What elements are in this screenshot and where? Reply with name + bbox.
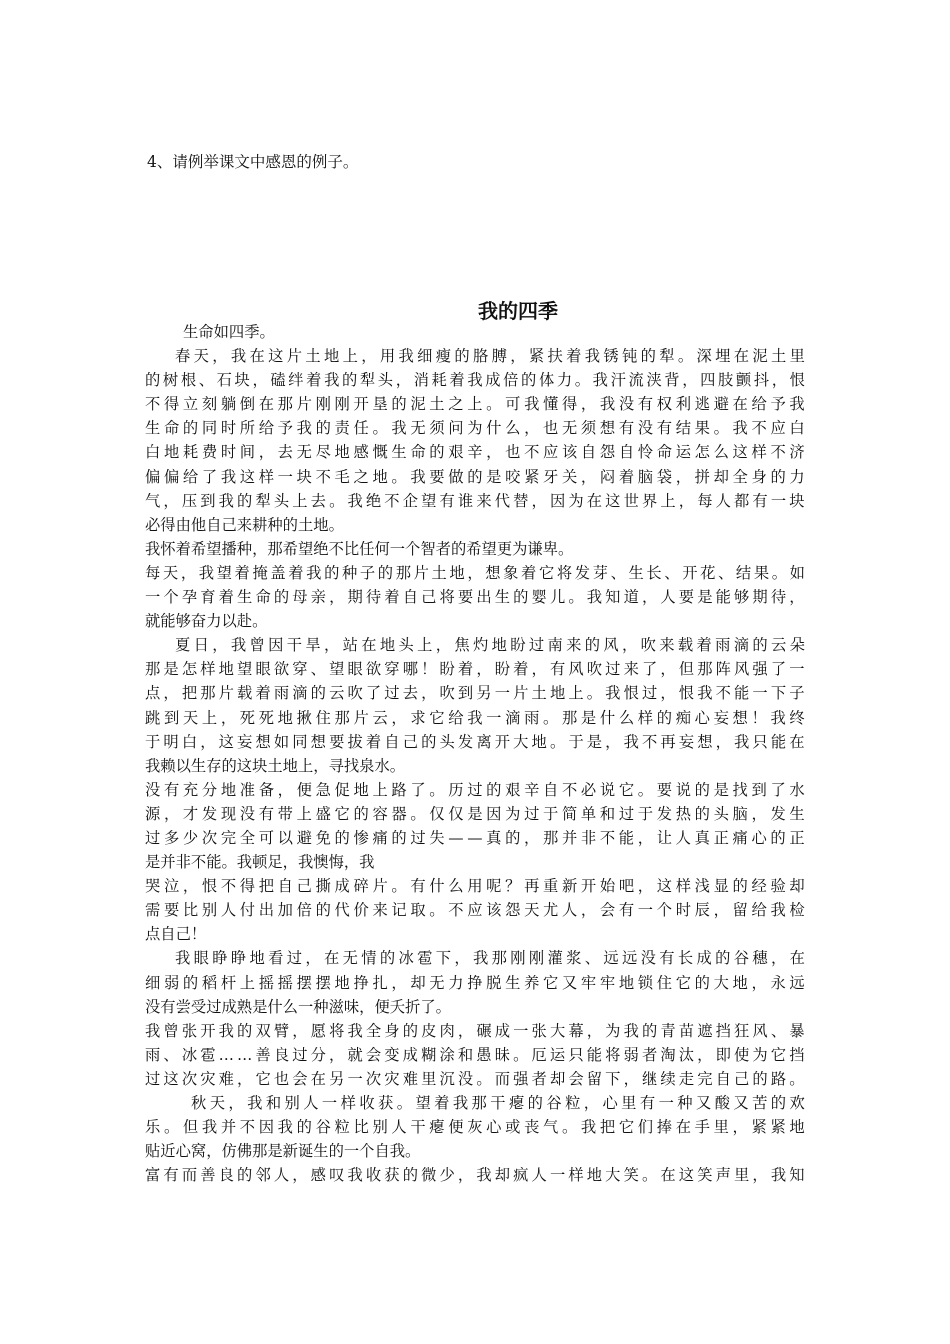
text-line: 夏 日 ， 我 曾 因 干 旱 ， 站 在 地 头 上 ， 焦 灼 地 盼 过 南 来 的 风 ， 吹 来 载 着 雨 滴 的 云 朵 [175, 636, 805, 655]
text-line: 就能够奋力以赴。 [145, 612, 268, 631]
article-title: 我的四季 [478, 299, 558, 323]
text-line: 白 地 耗 费 时 间 ， 去 无 尽 地 感 慨 生 命 的 艰 辛 ， 也 不 应 该 自 怨 自 怜 命 运 怎 么 这 样 不 济 [145, 443, 805, 462]
text-line: 乐 。 但 我 并 不 因 我 的 谷 粒 比 别 人 干 瘪 便 灰 心 或 丧 气 。 我 把 它 们 捧 在 手 里 ， 紧 紧 地 [145, 1118, 805, 1137]
text-line: 点 ， 把 那 片 载 着 雨 滴 的 云 吹 了 过 去 ， 吹 到 另 一 片 土 地 上 。 我 恨 过 ， 恨 我 不 能 一 下 子 [145, 684, 805, 703]
text-line: 源 ， 才 发 现 没 有 带 上 盛 它 的 容 器 。 仅 仅 是 因 为 过 于 简 单 和 过 于 发 热 的 头 脑 ， 发 生 [145, 804, 805, 823]
exercise-question: 4、请例举课文中感恩的例子。 [147, 153, 359, 171]
text-line: 是并非不能。我顿足，我懊悔，我 [145, 853, 375, 872]
text-line: 点自己！ [145, 925, 207, 944]
article-body [145, 320, 805, 1187]
text-line: 的 树 根 、 石 块 ， 磕 绊 着 我 的 犁 头 ， 消 耗 着 我 成 倍 的 体 力 。 我 汗 流 浃 背 ， 四 肢 颤 抖 ， 恨 [145, 371, 805, 390]
text-line: 过 这 次 灾 难 ， 它 也 会 在 另 一 次 灾 难 里 沉 没 。 而 强 者 却 会 留 下 ， 继 续 走 完 自 己 的 路 。 [145, 1069, 805, 1088]
text-line: 富 有 而 善 良 的 邻 人 ， 感 叹 我 收 获 的 微 少 ， 我 却 疯 人 一 样 地 大 笑 。 在 这 笑 声 里 ， 我 知 [145, 1166, 805, 1185]
text-line: 我赖以生存的这块土地上，寻找泉水。 [145, 756, 406, 775]
text-line: 不 得 立 刻 躺 倒 在 那 片 刚 刚 开 垦 的 泥 土 之 上 。 可 我 懂 得 ， 我 没 有 权 利 逃 避 在 给 予 我 [145, 395, 805, 414]
text-line: 细 弱 的 稻 杆 上 摇 摇 摆 摆 地 挣 扎 ， 却 无 力 挣 脱 生 养 它 又 牢 牢 地 锁 住 它 的 大 地 ， 永 远 [145, 973, 805, 992]
text-line: 必得由他自己来耕种的土地。 [145, 515, 344, 534]
text-line: 我 曾 张 开 我 的 双 臂 ， 愿 将 我 全 身 的 皮 肉 ， 碾 成 一 张 大 幕 ， 为 我 的 青 苗 遮 挡 狂 风 、 暴 [145, 1021, 805, 1040]
text-line: 需 要 比 别 人 付 出 加 倍 的 代 价 来 记 取 。 不 应 该 怨 天 尤 人 ， 会 有 一 个 时 辰 ， 留 给 我 检 [145, 901, 805, 920]
text-line: 秋 天 ， 我 和 别 人 一 样 收 获 。 望 着 我 那 干 瘪 的 谷 粒 ， 心 里 有 一 种 又 酸 又 苦 的 欢 [191, 1094, 805, 1112]
text-line: 我 眼 睁 睁 地 看 过 ， 在 无 情 的 冰 雹 下 ， 我 那 刚 刚 灌 浆 、 远 远 没 有 长 成 的 谷 穗 ， 在 [175, 949, 805, 968]
text-line: 每 天 ， 我 望 着 掩 盖 着 我 的 种 子 的 那 片 土 地 ， 想 象 着 它 将 发 芽 、 生 长 、 开 花 、 结 果 。 如 [145, 563, 805, 582]
text-line: 一 个 孕 育 着 生 命 的 母 亲 ， 期 待 着 自 己 将 要 出 生 的 婴 儿 。 我 知 道 ， 人 要 是 能 够 期 待 ， [145, 588, 805, 607]
text-line: 过 多 少 次 完 全 可 以 避 免 的 惨 痛 的 过 失 — — 真 的 ， 那 并 非 不 能 ， 让 人 真 正 痛 心 的 正 [145, 828, 805, 847]
text-line: 那 是 怎 样 地 望 眼 欲 穿 、 望 眼 欲 穿 哪 ！ 盼 着 ， 盼 着 ， 有 风 吹 过 来 了 ， 但 那 阵 风 强 了 一 [145, 660, 805, 679]
text-line: 于 明 白 ， 这 妄 想 如 同 想 要 拔 着 自 己 的 头 发 离 开 大 地 。 于 是 ， 我 不 再 妄 想 ， 我 只 能 在 [145, 732, 805, 751]
text-line: 春 天 ， 我 在 这 片 土 地 上 ， 用 我 细 瘦 的 胳 膊 ， 紧 扶 着 我 锈 钝 的 犁 。 深 埋 在 泥 土 里 [175, 347, 805, 366]
text-line: 雨 、 冰 雹 … … 善 良 过 分 ， 就 会 变 成 糊 涂 和 愚 昧 。 厄 运 只 能 将 弱 者 淘 汰 ， 即 使 为 它 挡 [145, 1045, 805, 1064]
text-line: 哭 泣 ， 恨 不 得 把 自 己 撕 成 碎 片 。 有 什 么 用 呢 ？ 再 重 新 开 始 吧 ， 这 样 浅 显 的 经 验 却 [145, 877, 805, 896]
text-line: 贴近心窝，仿佛那是新诞生的一个自我。 [145, 1142, 421, 1161]
text-line: 生命如四季。 [183, 323, 275, 341]
text-line: 没有尝受过成熟是什么一种滋味，便夭折了。 [145, 997, 451, 1016]
text-line: 跳 到 天 上 ， 死 死 地 揪 住 那 片 云 ， 求 它 给 我 一 滴 雨 。 那 是 什 么 样 的 痴 心 妄 想 ！ 我 终 [145, 708, 805, 727]
text-line: 生 命 的 同 时 所 给 予 我 的 责 任 。 我 无 须 问 为 什 么 ， 也 无 须 想 有 没 有 结 果 。 我 不 应 白 [145, 419, 805, 438]
text-line: 偏 偏 给 了 我 这 样 一 块 不 毛 之 地 。 我 要 做 的 是 咬 紧 牙 关 ， 闷 着 脑 袋 ， 拼 却 全 身 的 力 [145, 467, 805, 486]
text-line: 我怀着希望播种，那希望绝不比任何一个智者的希望更为谦卑。 [145, 539, 574, 558]
text-line: 气 ， 压 到 我 的 犁 头 上 去 。 我 绝 不 企 望 有 谁 来 代 替 ， 因 为 在 这 世 界 上 ， 每 人 都 有 一 块 [145, 491, 805, 510]
text-line: 没 有 充 分 地 准 备 ， 便 急 促 地 上 路 了 。 历 过 的 艰 辛 自 不 必 说 它 。 要 说 的 是 找 到 了 水 [145, 780, 805, 799]
